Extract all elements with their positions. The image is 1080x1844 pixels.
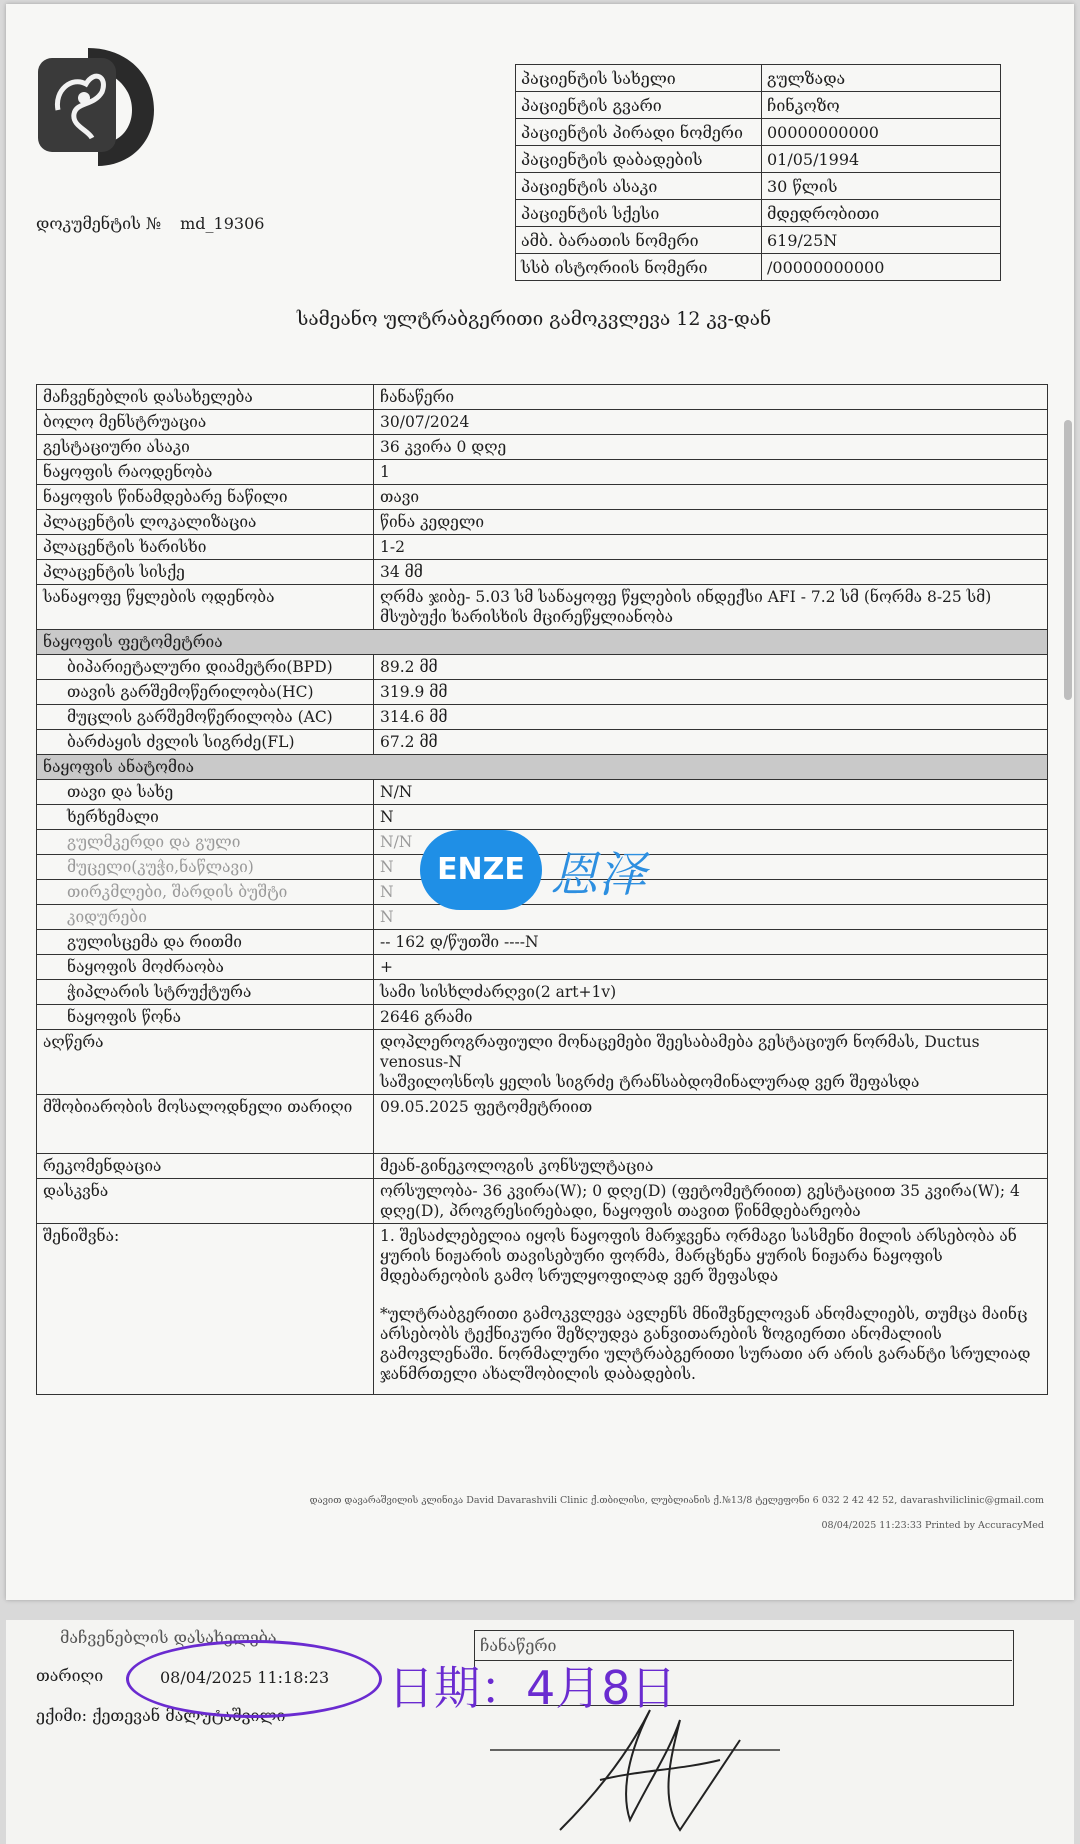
row-value: 1	[374, 460, 1048, 485]
table-row	[37, 535, 1048, 560]
row-label: დასკვნა	[37, 1179, 374, 1224]
row-label: გულმკერდი და გული	[37, 830, 374, 855]
table-row	[37, 930, 1048, 955]
date-label: თარიღი	[36, 1666, 104, 1685]
scrollbar[interactable]	[1064, 420, 1072, 700]
row-label: ნაყოფის წონა	[37, 1005, 374, 1030]
doc-number-value: md_19306	[180, 214, 265, 233]
patient-info-table	[515, 64, 1001, 281]
row-label: რეკომენდაცია	[37, 1154, 374, 1179]
watermark-badge: ENZE	[420, 830, 542, 910]
row-label: შენიშვნა:	[37, 1224, 374, 1395]
watermark	[420, 830, 680, 910]
date-annotation: 日期：4月8日	[388, 1661, 677, 1715]
row-value: 314.6 მმ	[374, 705, 1048, 730]
section-title: ნაყოფის ანატომია	[37, 755, 1048, 780]
row-label: ჭიპლარის სტრუქტურა	[37, 980, 374, 1005]
row-value: 30/07/2024	[374, 410, 1048, 435]
table-row	[516, 92, 1001, 119]
row-label: ბოლო მენსტრუაცია	[37, 410, 374, 435]
table-row	[37, 460, 1048, 485]
table-row	[516, 119, 1001, 146]
note-paragraph-2: *ულტრაბგერითი გამოკვლევა ავლენს მნიშვნელოვან ანომალიებს, თუმცა მაინც არსებობს ტექნიკური შეზღუდვა განვითარების ზოგიერთი ანომალიის გამოვლენაში. ნორმალური ულტრაბგერითი სურათი არ არის გარანტი სრულიად ჯანმრთელი ახალშობილის დაბადების.	[380, 1305, 1031, 1383]
table-row	[37, 805, 1048, 830]
row-label: პლაცენტის სისქე	[37, 560, 374, 585]
row-value: 34 მმ	[374, 560, 1048, 585]
patient-value: 00000000000	[762, 119, 1001, 146]
row-value: 319.9 მმ	[374, 680, 1048, 705]
section-title: ნაყოფის ფეტომეტრია	[37, 630, 1048, 655]
note-paragraph-1: 1. შესაძლებელია იყოს ნაყოფის მარჯვენა ორმაგი სასმენი მილის არსებობა ან ყურის ნიჟარის თავისებური ფორმა, მარცხენა ყურის ნიჟარა ნაყოფის მდებარეობის გამო სრულყოფილად ვერ შეფასდა	[380, 1227, 1017, 1285]
table-row	[37, 435, 1048, 460]
row-value: N	[374, 880, 1048, 905]
row-value: სამი სისხლძარღვი(2 art+1v)	[374, 980, 1048, 1005]
patient-value: 01/05/1994	[762, 146, 1001, 173]
table-row	[37, 705, 1048, 730]
row-label: პლაცენტის ლოკალიზაცია	[37, 510, 374, 535]
row-label: თავი და სახე	[37, 780, 374, 805]
document-title: სამეანო ულტრაბგერითი გამოკვლევა 12 კვ-დან	[296, 308, 772, 330]
patient-label: პაციენტის გვარი	[516, 92, 762, 119]
table-row	[37, 1154, 1048, 1179]
doctor-name: ექიმი: ქეთევან მალუტაშვილი	[36, 1706, 286, 1725]
row-label: მშობიარობის მოსალოდნელი თარიღი	[37, 1095, 374, 1154]
row-label: მაჩვენებლის დასახელება	[37, 385, 374, 410]
table-row	[37, 1005, 1048, 1030]
table-row	[37, 730, 1048, 755]
row-label: კიდურები	[37, 905, 374, 930]
doctor-signature	[480, 1690, 810, 1840]
row-label: ხერხემალი	[37, 805, 374, 830]
doc-label: დოკუმენტის №	[36, 214, 162, 233]
row-value: ორსულობა- 36 კვირა(W); 0 დღე(D) (ფეტომეტრიით) გესტაციით 35 კვირა(W); 4 დღე(D), პროგრესირებადი, ნაყოფის თავით წინმდებარეობა	[374, 1179, 1048, 1224]
patient-label: სსბ ისტორიის ნომერი	[516, 254, 762, 281]
table-row	[516, 200, 1001, 227]
row-value: წინა კედელი	[374, 510, 1048, 535]
row-label: ნაყოფის რაოდენობა	[37, 460, 374, 485]
footer-address: დავით დავარაშვილის კლინიკა David Davarashvili Clinic ქ.თბილისი, ლუბლიანის ქ.№13/8 ტელეფონი 6 032 2 42 42 52, davarashviliclinic@gmail.com	[309, 1495, 1044, 1506]
row-value	[374, 1030, 1048, 1095]
row-value: 09.05.2025 ფეტომეტრიით	[374, 1095, 1048, 1154]
row-label: აღწერა	[37, 1030, 374, 1095]
description-value-2: საშვილოსნოს ყელის სიგრძე ტრანსაბდომინალურად ვერ შეფასდა	[380, 1073, 920, 1091]
table-row	[37, 680, 1048, 705]
bottom-row-value: ჩანაწერი	[480, 1636, 557, 1655]
row-value: N/N	[374, 830, 1048, 855]
row-value: ჩანაწერი	[374, 385, 1048, 410]
patient-value: ჩინკოზო	[762, 92, 1001, 119]
table-row	[37, 780, 1048, 805]
table-row	[37, 1030, 1048, 1095]
patient-value: 619/25N	[762, 227, 1001, 254]
row-value	[374, 1224, 1048, 1395]
table-row	[516, 173, 1001, 200]
date-value: 08/04/2025 11:18:23	[160, 1668, 330, 1687]
row-value: 2646 გრამი	[374, 1005, 1048, 1030]
patient-value: გულზადა	[762, 65, 1001, 92]
table-row	[37, 1095, 1048, 1154]
section-header	[37, 755, 1048, 780]
patient-label: პაციენტის დაბადების	[516, 146, 762, 173]
table-row	[516, 146, 1001, 173]
row-label: მუცელი(კუჭი,ნაწლავი)	[37, 855, 374, 880]
patient-value: მდედრობითი	[762, 200, 1001, 227]
row-label: ნაყოფის მოძრაობა	[37, 955, 374, 980]
table-row	[37, 485, 1048, 510]
row-value: N	[374, 905, 1048, 930]
patient-value: 30 წლის	[762, 173, 1001, 200]
row-label: გესტაციური ასაკი	[37, 435, 374, 460]
row-value: N	[374, 805, 1048, 830]
row-value: N/N	[374, 780, 1048, 805]
amniotic-value-1: ღრმა ჯიბე- 5.03 სმ სანაყოფე წყლების ინდექსი AFI - 7.2 სმ (ნორმა 8-25 სმ)	[380, 588, 992, 606]
patient-label: პაციენტის სახელი	[516, 65, 762, 92]
watermark-chinese: 恩泽	[550, 847, 647, 903]
table-row	[37, 955, 1048, 980]
row-value: 67.2 მმ	[374, 730, 1048, 755]
row-value: +	[374, 955, 1048, 980]
row-value: 36 კვირა 0 დღე	[374, 435, 1048, 460]
patient-label: ამბ. ბარათის ნომერი	[516, 227, 762, 254]
patient-label: პაციენტის პირადი ნომერი	[516, 119, 762, 146]
table-row	[37, 410, 1048, 435]
row-label: პლაცენტის ხარისხი	[37, 535, 374, 560]
row-value: თავი	[374, 485, 1048, 510]
row-label: ბიპარიეტალური დიამეტრი(BPD)	[37, 655, 374, 680]
table-row	[37, 385, 1048, 410]
footer-printed: 08/04/2025 11:23:33 Printed by AccuracyMed	[821, 1520, 1044, 1531]
table-row	[37, 585, 1048, 630]
table-row	[37, 1179, 1048, 1224]
table-row	[37, 510, 1048, 535]
table-row	[37, 655, 1048, 680]
patient-label: პაციენტის სქესი	[516, 200, 762, 227]
table-row	[516, 227, 1001, 254]
bottom-row-label: მაჩვენებლის დასახელება	[60, 1628, 277, 1647]
row-label: თირკმლები, შარდის ბუშტი	[37, 880, 374, 905]
table-row	[516, 254, 1001, 281]
row-label: სანაყოფე წყლების ოდენობა	[37, 585, 374, 630]
description-value-1: დოპლეროგრაფიული მონაცემები შეესაბამება გესტაციურ ნორმას, Ductus venosus-N	[380, 1033, 980, 1071]
row-label: ნაყოფის წინამდებარე ნაწილი	[37, 485, 374, 510]
highlight-ellipse	[126, 1640, 382, 1718]
row-label: მუცლის გარშემოწერილობა (AC)	[37, 705, 374, 730]
table-row	[516, 65, 1001, 92]
row-label: გულისცემა და რითმი	[37, 930, 374, 955]
row-value: 89.2 მმ	[374, 655, 1048, 680]
row-value: N	[374, 855, 1048, 880]
table-row	[37, 1224, 1048, 1395]
table-row	[37, 560, 1048, 585]
patient-label: პაციენტის ასაკი	[516, 173, 762, 200]
amniotic-value-2: მსუბუქი ხარისხის მცირეწყლიანობა	[380, 608, 674, 626]
row-label: ბარძაყის ძვლის სიგრძე(FL)	[37, 730, 374, 755]
table-row	[37, 980, 1048, 1005]
row-value: მეან-გინეკოლოგის კონსულტაცია	[374, 1154, 1048, 1179]
row-label: თავის გარშემოწერილობა(HC)	[37, 680, 374, 705]
section-header	[37, 630, 1048, 655]
patient-value: /00000000000	[762, 254, 1001, 281]
row-value: 1-2	[374, 535, 1048, 560]
row-value: -- 162 დ/წუთში ----N	[374, 930, 1048, 955]
document-number	[36, 214, 264, 233]
clinic-logo	[28, 40, 158, 170]
row-value	[374, 585, 1048, 630]
